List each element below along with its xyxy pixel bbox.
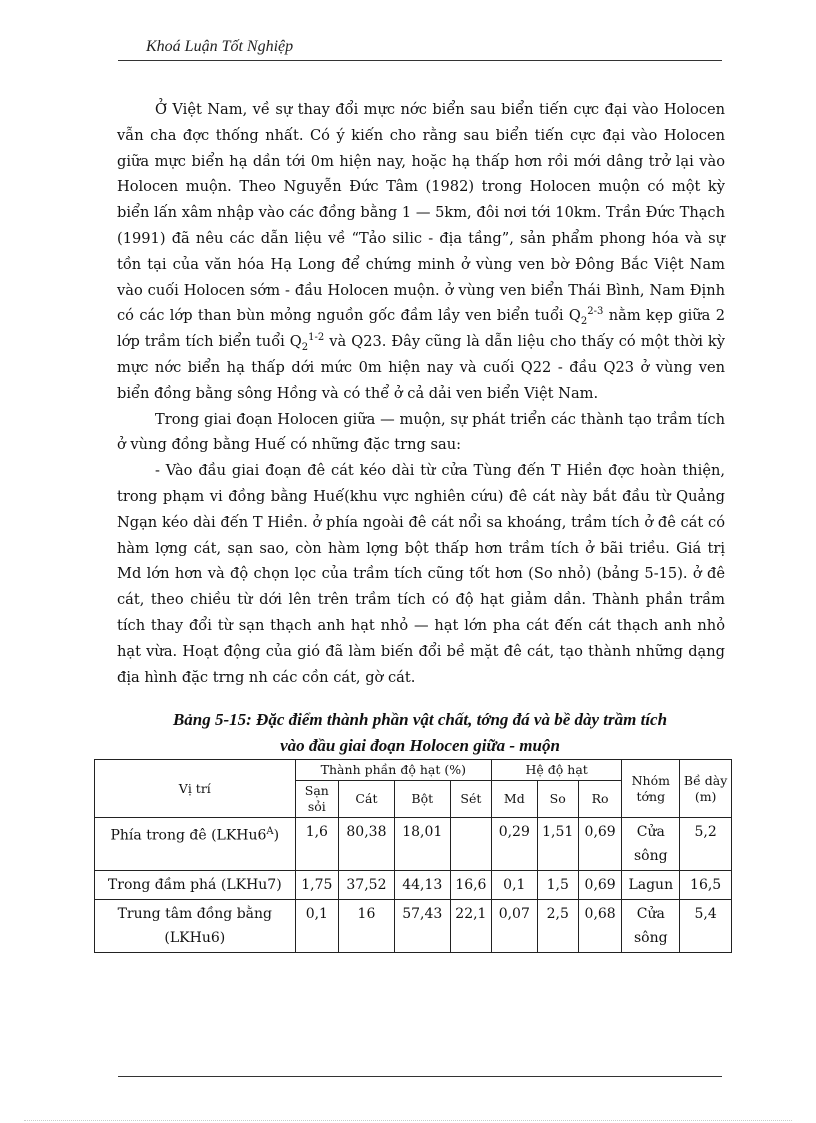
cell-gravel: 1,6 bbox=[295, 818, 338, 871]
cell-clay: 22,1 bbox=[450, 900, 491, 953]
paragraph-sand-dune: - Vào đầu giai đoạn đê cát kéo dài từ cửa Tùng đến T Hiền đợc hoàn thiện, trong phạm vi đồng bằng Huế(khu vực nghiên cứu) đê cát này bắt đầu từ Quảng Ngạn kéo dài đến T Hiền. ở phía ngoài đê cát nổi sa khoáng, trầm tích ở đê cát có hàm lợng cát, sạn sao, còn hàm lợng bột thấp hơn trầm tích ở bãi triều. Giá trị Md lớn hơn và độ chọn lọc của trầm tích cũng tốt hơn (So nhỏ) (bảng 5-15). ở đê cát, theo chiều từ dới lên trên trầm tích có độ hạt giảm dần. Thành phần trầm tích thay đổi từ sạn thạch anh hạt nhỏ — hạt lớn pha cát đến cát thạch anh nhỏ hạt vừa. Hoạt động của gió đã làm biến đổi bề mặt đê cát, tạo thành những dạng địa hình đặc trng nh các cồn cát, gờ cát. bbox=[117, 462, 725, 686]
header-sand: Cát bbox=[339, 781, 395, 818]
cell-location: Trong đầm phá (LKHu7) bbox=[95, 871, 296, 900]
header-divider bbox=[118, 60, 722, 61]
cell-md: 0,29 bbox=[492, 818, 538, 871]
cell-thickness: 16,5 bbox=[680, 871, 732, 900]
header-silt: Bột bbox=[394, 781, 450, 818]
header-grain-group: Thành phần độ hạt (%) bbox=[295, 760, 491, 781]
header-so: So bbox=[537, 781, 578, 818]
cell-gravel: 1,75 bbox=[295, 871, 338, 900]
header-gravel: Sạn sỏi bbox=[295, 781, 338, 818]
table-header-row-1 bbox=[95, 760, 732, 781]
cell-clay bbox=[450, 818, 491, 871]
cell-silt: 57,43 bbox=[394, 900, 450, 953]
cell-gravel: 0,1 bbox=[295, 900, 338, 953]
cell-thickness: 5,2 bbox=[680, 818, 732, 871]
cell-silt: 44,13 bbox=[394, 871, 450, 900]
cell-md: 0,1 bbox=[492, 871, 538, 900]
cell-facies: Lagun bbox=[622, 871, 680, 900]
cell-location: Phía trong đê $(LKHu6^A)$ bbox=[95, 818, 296, 871]
table-row bbox=[95, 818, 732, 871]
header-thickness: Bề dày (m) bbox=[680, 760, 732, 818]
header-clay: Sét bbox=[450, 781, 491, 818]
cell-facies: Cửa sông bbox=[622, 900, 680, 953]
cell-ro: 0,68 bbox=[578, 900, 621, 953]
cell-thickness: 5,4 bbox=[680, 900, 732, 953]
table-row bbox=[95, 900, 732, 953]
header-facies: Nhóm tớng bbox=[622, 760, 680, 818]
table-row bbox=[95, 871, 732, 900]
grain-composition-table bbox=[94, 759, 732, 953]
caption-line-1: Bảng 5-15: Đặc điểm thành phần vật chất, tớng đá và bề dày trầm tích bbox=[172, 710, 668, 729]
cell-sand: 16 bbox=[339, 900, 395, 953]
header-location: Vị trí bbox=[95, 760, 296, 818]
body-text bbox=[117, 97, 725, 690]
table-caption bbox=[100, 707, 740, 759]
header-md: Md bbox=[492, 781, 538, 818]
page-bottom-dotted-line bbox=[24, 1120, 792, 1121]
paragraph-sea-level: Ở Việt Nam, về sự thay đổi mực nớc biển sau biển tiến cực đại vào Holocen vẫn cha đợc thống nhất. Có ý kiến cho rằng sau biển tiến cực đại vào Holocen giữa mực biển hạ dần tới 0m hiện nay, hoặc hạ thấp hơn rồi mới dâng trở lại vào Holocen muộn. Theo Nguyễn Đức Tâm (1982) trong Holocen muộn có một kỳ biển lấn xâm nhập vào các đồng bằng 1 — 5km, đôi nơi tới 10km. Trần Đức Thạch (1991) đã nêu các dẫn liệu về “Tảo silic - địa tầng”, sản phẩm phong hóa và sự tồn tại của văn hóa Hạ Long để chứng minh ở vùng ven bờ Đông Bắc Việt Nam vào cuối Holocen sớm - đầu Holocen muộn. ở vùng ven biển Thái Bình, Nam Định có các lớp than bùn mỏng nguồn gốc đầm lầy ven biển tuổi $Q_2^{2-3}$ nằm kẹp giữa 2 lớp trầm tích biển tuổi $Q_2^{1-2}$ và Q23. Đây cũng là dẫn liệu cho thấy có một thời kỳ mực nớc biển hạ thấp dới mức 0m hiện nay và cuối Q22 - đầu Q23 ở vùng ven biển đồng bằng sông Hồng và có thể ở cả dải ven biển Việt Nam. bbox=[117, 101, 725, 402]
caption-line-2: vào đầu giai đoạn Holocen giữa - muộn bbox=[280, 736, 560, 755]
header-coef-group: Hệ độ hạt bbox=[492, 760, 622, 781]
cell-ro: 0,69 bbox=[578, 871, 621, 900]
cell-location: Trung tâm đồng bằng (LKHu6) bbox=[95, 900, 296, 953]
cell-sand: 80,38 bbox=[339, 818, 395, 871]
cell-clay: 16,6 bbox=[450, 871, 491, 900]
cell-so: 1,5 bbox=[537, 871, 578, 900]
cell-facies: Cửa sông bbox=[622, 818, 680, 871]
cell-sand: 37,52 bbox=[339, 871, 395, 900]
cell-md: 0,07 bbox=[492, 900, 538, 953]
cell-so: 2,5 bbox=[537, 900, 578, 953]
paragraph-holocen-stage: Trong giai đoạn Holocen giữa — muộn, sự phát triển các thành tạo trầm tích ở vùng đồng bằng Huế có những đặc trng sau: bbox=[117, 410, 725, 454]
cell-silt: 18,01 bbox=[394, 818, 450, 871]
cell-so: 1,51 bbox=[537, 818, 578, 871]
cell-ro: 0,69 bbox=[578, 818, 621, 871]
footer-divider bbox=[118, 1076, 722, 1077]
header-ro: Ro bbox=[578, 781, 621, 818]
page-header-title: Khoá Luận Tốt Nghiệp bbox=[146, 38, 294, 55]
